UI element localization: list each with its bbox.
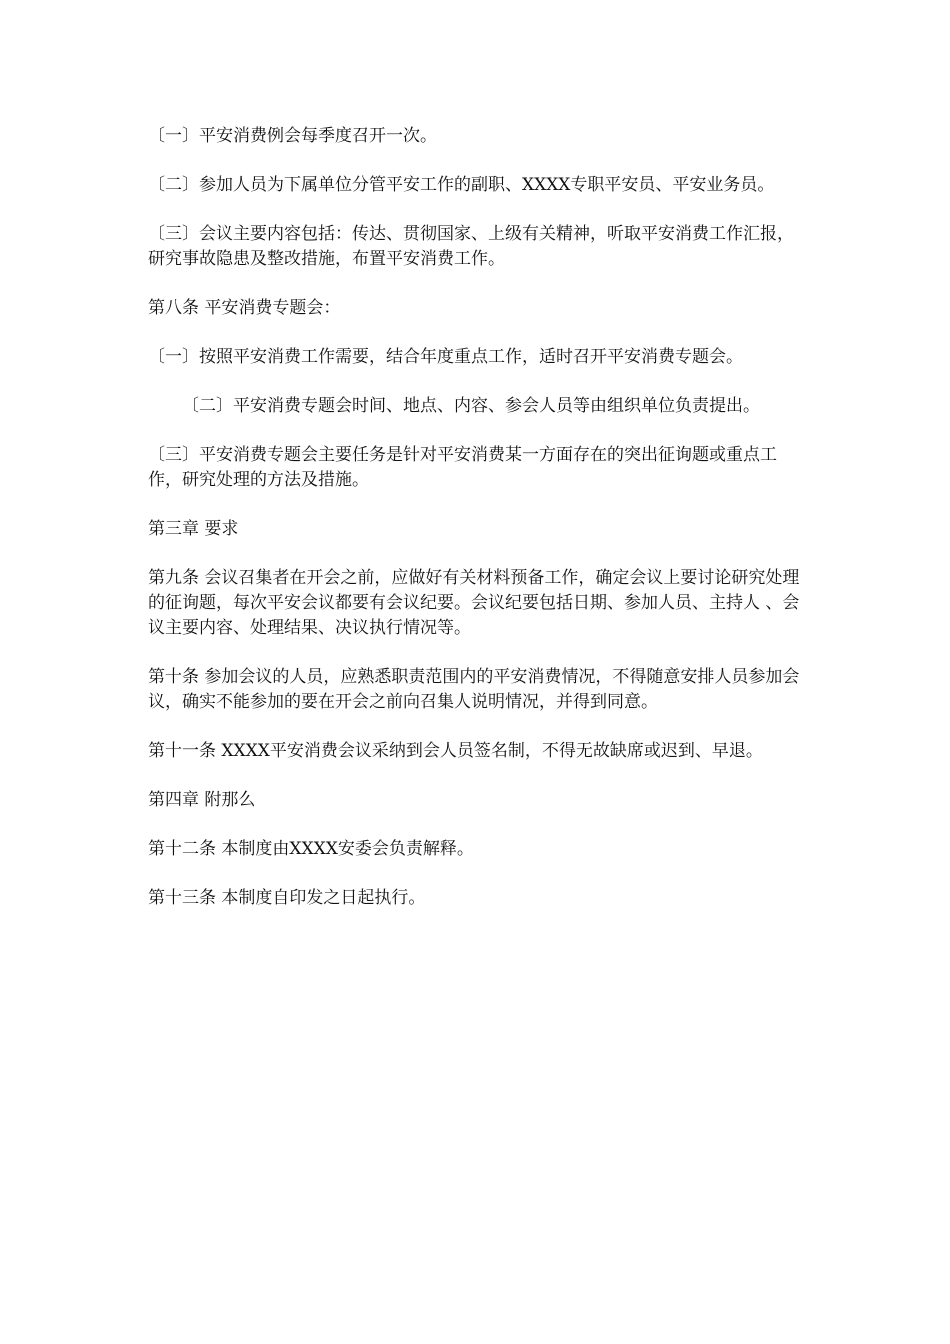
article-13: 第十三条 本制度自印发之日起执行。 — [148, 888, 426, 908]
document-body — [148, 124, 808, 935]
paragraph-7: 〔三〕平安消费专题会主要任务是针对平安消费某一方面存在的突出征询题或重点工作，研究处理的方法及措施。 — [148, 445, 777, 490]
article-8-heading: 第八条 平安消费专题会： — [148, 298, 341, 318]
article-9: 第九条 会议召集者在开会之前，应做好有关材料预备工作，确定会议上要讨论研究处理的征询题，每次平安会议都要有会议纪要。会议纪要包括日期、参加人员、主持人 、会议主要内容、处理结果、决议执行情况等。 — [148, 568, 800, 638]
paragraph-2: 〔二〕参加人员为下属单位分管平安工作的副职、XXXX专职平安员、平安业务员。 — [148, 175, 775, 195]
paragraph-3: 〔三〕会议主要内容包括：传达、贯彻国家、上级有关精神，听取平安消费工作汇报，研究事故隐患及整改措施，布置平安消费工作。 — [148, 224, 794, 269]
chapter-3-heading: 第三章 要求 — [148, 519, 239, 539]
paragraph-5: 〔一〕按照平安消费工作需要，结合年度重点工作，适时召开平安消费专题会。 — [148, 347, 743, 367]
paragraph-1: 〔一〕平安消费例会每季度召开一次。 — [148, 126, 437, 146]
article-12: 第十二条 本制度由XXXX安委会负责解释。 — [148, 839, 474, 859]
chapter-4-heading: 第四章 附那么 — [148, 790, 256, 810]
article-11: 第十一条 XXXX平安消费会议采纳到会人员签名制，不得无故缺席或迟到、早退。 — [148, 741, 763, 761]
article-10: 第十条 参加会议的人员，应熟悉职责范围内的平安消费情况，不得随意安排人员参加会议，确实不能参加的要在开会之前向召集人说明情况，并得到同意。 — [148, 667, 800, 712]
paragraph-6: 〔二〕平安消费专题会时间、地点、内容、参会人员等由组织单位负责提出。 — [182, 396, 760, 416]
